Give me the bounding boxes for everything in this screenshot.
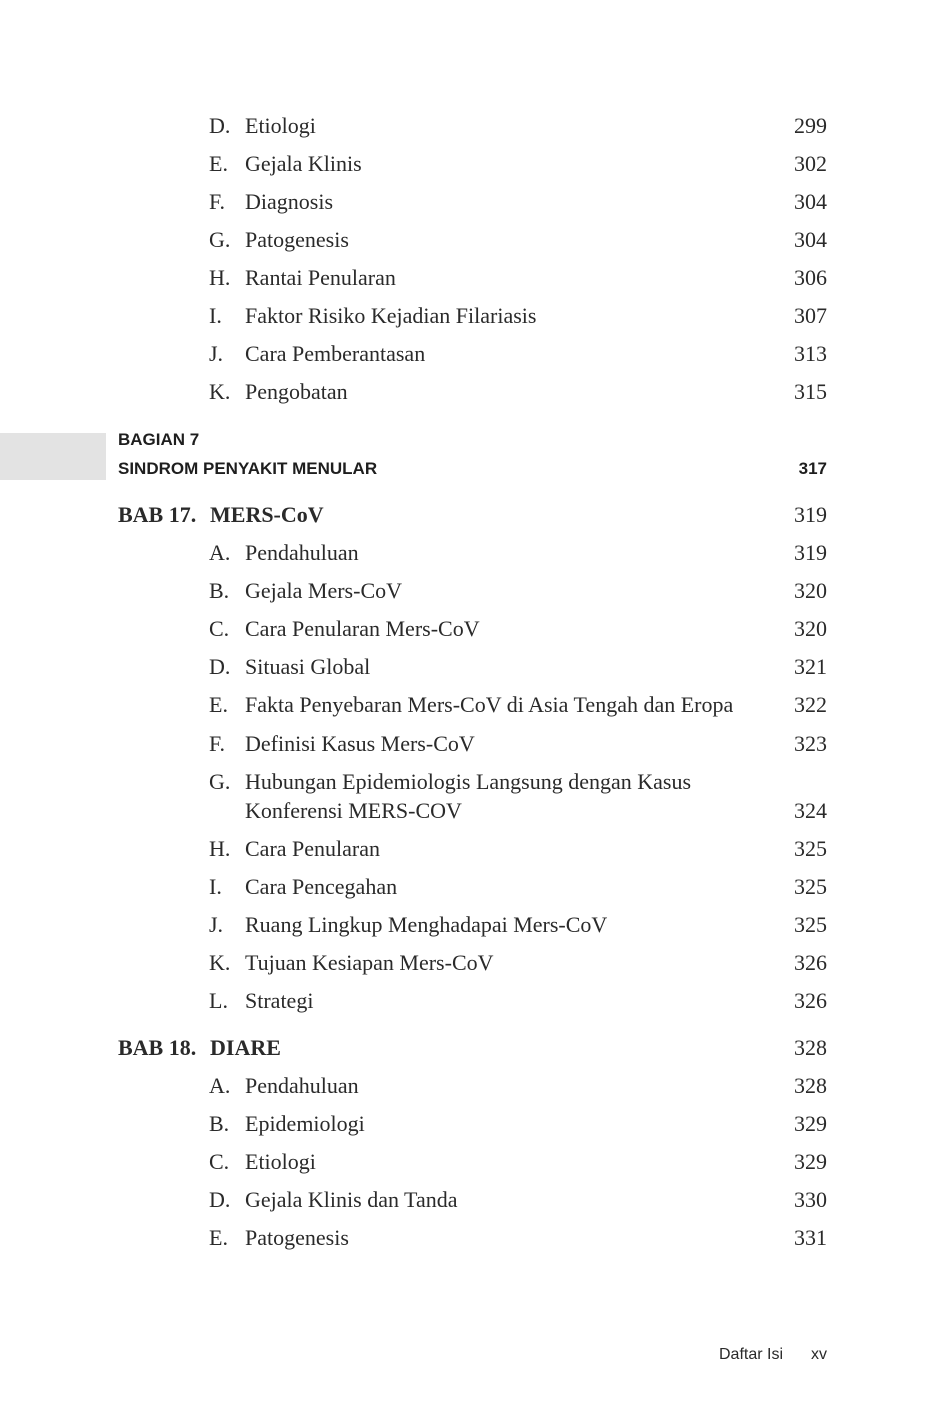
footer-page-number: xv: [811, 1346, 827, 1363]
entry-title: Gejala Klinis: [245, 151, 362, 176]
toc-entry[interactable]: [0, 576, 945, 606]
entry-page: 326: [794, 950, 827, 975]
entry-letter: C.: [209, 616, 230, 641]
entry-page: 304: [794, 189, 827, 214]
entry-page: 306: [794, 265, 827, 290]
toc-entry[interactable]: [0, 652, 945, 682]
entry-title: Situasi Global: [245, 654, 371, 679]
toc-entry[interactable]: [0, 1185, 945, 1215]
entry-letter: A.: [209, 1073, 231, 1098]
toc-entry[interactable]: [0, 872, 945, 902]
toc-entry[interactable]: [0, 111, 945, 141]
entry-page: 320: [794, 578, 827, 603]
part-title: SINDROM PENYAKIT MENULAR: [118, 459, 378, 478]
entry-letter: H.: [209, 836, 231, 861]
entry-letter: K.: [209, 950, 231, 975]
entry-page: 329: [794, 1111, 827, 1136]
toc-entry[interactable]: [0, 1071, 945, 1101]
entry-letter: B.: [209, 578, 230, 603]
part-heading[interactable]: [118, 457, 827, 481]
toc-entry[interactable]: [0, 149, 945, 179]
chapter-number: BAB 17.: [118, 502, 197, 527]
chapter-title: DIARE: [210, 1035, 281, 1060]
toc-entry[interactable]: [0, 690, 945, 720]
toc-entry[interactable]: [0, 614, 945, 644]
chapter-page: 319: [794, 502, 827, 527]
entry-letter: F.: [209, 731, 225, 756]
entry-title: Etiologi: [245, 113, 316, 138]
entry-letter: E.: [209, 151, 228, 176]
chapter-page: 328: [794, 1035, 827, 1060]
entry-page: 304: [794, 227, 827, 252]
toc-entry[interactable]: [0, 729, 945, 759]
entry-title-line: Hubungan Epidemiologis Langsung dengan Kasus: [245, 769, 692, 794]
entry-page: 325: [794, 874, 827, 899]
entry-title: Gejala Mers-CoV: [245, 578, 403, 603]
entry-page: 325: [794, 836, 827, 861]
entry-letter: F.: [209, 189, 225, 214]
entry-page: 313: [794, 341, 827, 366]
entry-title: Ruang Lingkup Menghadapai Mers-CoV: [245, 912, 608, 937]
entry-page: 321: [794, 654, 827, 679]
section-tab-marker: [0, 433, 106, 480]
entry-title: Definisi Kasus Mers-CoV: [245, 731, 475, 756]
entry-title: Faktor Risiko Kejadian Filariasis: [245, 303, 537, 328]
entry-page: 319: [794, 540, 827, 565]
entry-title: Cara Penularan: [245, 836, 380, 861]
entry-letter: A.: [209, 540, 231, 565]
entry-title: Patogenesis: [245, 1225, 349, 1250]
entry-page: 326: [794, 988, 827, 1013]
entry-page: 323: [794, 731, 827, 756]
entry-title: Rantai Penularan: [245, 265, 396, 290]
entry-title: Diagnosis: [245, 189, 333, 214]
toc-entry[interactable]: [0, 834, 945, 864]
chapter-heading[interactable]: [0, 500, 945, 530]
entry-page: 302: [794, 151, 827, 176]
entry-title: Strategi: [245, 988, 314, 1013]
chapter-number: BAB 18.: [118, 1035, 197, 1060]
entry-title: Epidemiologi: [245, 1111, 365, 1136]
entry-page: 307: [794, 303, 827, 328]
entry-title: Fakta Penyebaran Mers-CoV di Asia Tengah dan Eropa: [245, 692, 734, 717]
toc-entry[interactable]: [0, 910, 945, 940]
toc-entry[interactable]: [0, 1109, 945, 1139]
toc-entry[interactable]: [0, 187, 945, 217]
entry-page: 328: [794, 1073, 827, 1098]
entry-letter: J.: [209, 341, 224, 366]
entry-page: 331: [794, 1225, 827, 1250]
entry-letter: E.: [209, 692, 228, 717]
toc-entry[interactable]: [0, 538, 945, 568]
toc-entry[interactable]: [0, 339, 945, 369]
entry-title: Cara Pemberantasan: [245, 341, 426, 366]
entry-page: 322: [794, 692, 827, 717]
toc-entry[interactable]: [0, 301, 945, 331]
entry-title: Patogenesis: [245, 227, 349, 252]
entry-title: Cara Pencegahan: [245, 874, 398, 899]
entry-letter: D.: [209, 654, 231, 679]
entry-title: [245, 767, 691, 825]
entry-letter: I.: [209, 303, 222, 328]
chapter-heading[interactable]: [0, 1033, 945, 1063]
toc-entry[interactable]: [0, 263, 945, 293]
entry-title: Pendahuluan: [245, 1073, 359, 1098]
toc-entry[interactable]: [0, 986, 945, 1016]
entry-title: Tujuan Kesiapan Mers-CoV: [245, 950, 494, 975]
entry-letter: B.: [209, 1111, 230, 1136]
footer-label: Daftar Isi: [718, 1346, 783, 1363]
toc-entry[interactable]: [0, 1147, 945, 1177]
entry-letter: H.: [209, 265, 231, 290]
entry-letter: K.: [209, 379, 231, 404]
chapter-title: MERS-CoV: [210, 502, 324, 527]
toc-entry[interactable]: [0, 767, 945, 827]
entry-title: Cara Penularan Mers-CoV: [245, 616, 480, 641]
toc-entry[interactable]: [0, 225, 945, 255]
toc-entry[interactable]: [0, 377, 945, 407]
entry-page: 324: [794, 798, 827, 823]
entry-title: Gejala Klinis dan Tanda: [245, 1187, 458, 1212]
entry-page: 325: [794, 912, 827, 937]
entry-page: 320: [794, 616, 827, 641]
entry-letter: L.: [209, 988, 228, 1013]
entry-title-line: Konferensi MERS-COV: [245, 798, 462, 823]
entry-letter: G.: [209, 227, 231, 252]
entry-page: 330: [794, 1187, 827, 1212]
entry-title: Pengobatan: [245, 379, 348, 404]
entry-letter: C.: [209, 1149, 230, 1174]
part-label: BAGIAN 7: [118, 430, 200, 449]
entry-letter: D.: [209, 1187, 231, 1212]
toc-entry[interactable]: [0, 1223, 945, 1253]
part-page: 317: [798, 459, 827, 478]
entry-letter: J.: [209, 912, 224, 937]
entry-page: 299: [794, 113, 827, 138]
entry-letter: E.: [209, 1225, 228, 1250]
toc-entry[interactable]: [0, 948, 945, 978]
entry-title: Pendahuluan: [245, 540, 359, 565]
entry-page: 329: [794, 1149, 827, 1174]
entry-letter: G.: [209, 769, 231, 794]
entry-letter: I.: [209, 874, 222, 899]
entry-letter: D.: [209, 113, 231, 138]
entry-title: Etiologi: [245, 1149, 316, 1174]
entry-page: 315: [794, 379, 827, 404]
page-footer: [0, 1342, 945, 1368]
